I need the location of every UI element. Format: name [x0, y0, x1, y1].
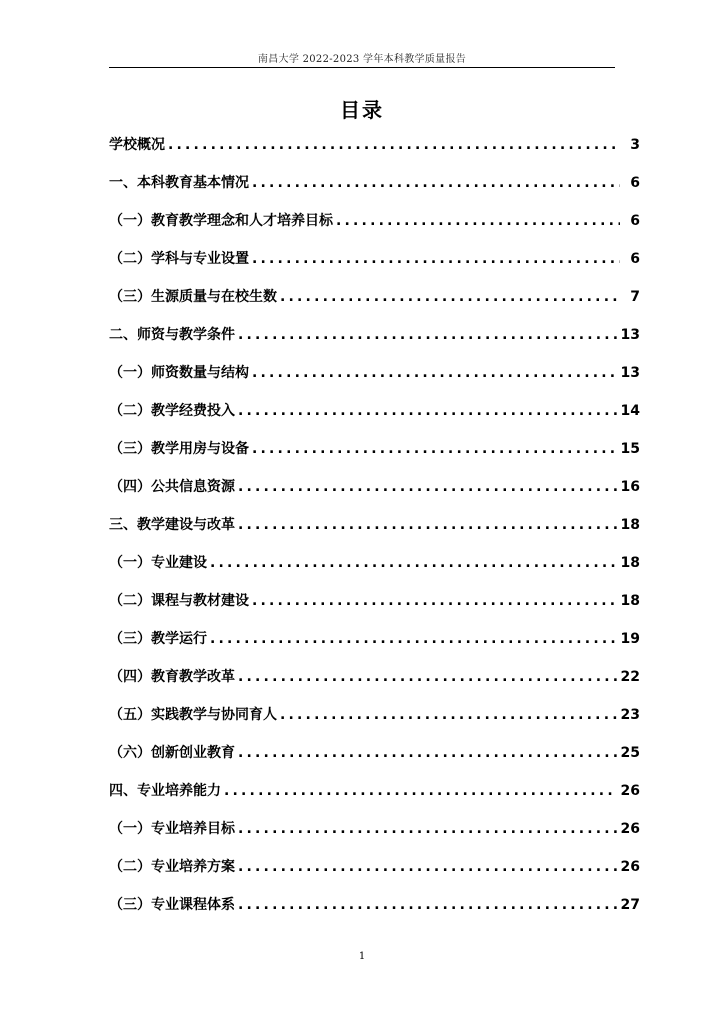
toc-entry-page-number: 16	[620, 479, 640, 495]
toc-title: 目录	[340, 98, 384, 122]
toc-dot-leader	[238, 512, 617, 538]
toc-dot-leader	[238, 398, 617, 424]
toc-entry-label: （四）教育教学改革	[109, 669, 235, 685]
toc-entry[interactable]	[109, 284, 640, 322]
toc-entry[interactable]	[109, 360, 640, 398]
toc-entry-page-number: 18	[620, 593, 640, 609]
toc-entry[interactable]	[109, 664, 640, 702]
toc-dot-leader	[252, 170, 620, 196]
toc-entry-page-number: 22	[620, 669, 640, 685]
toc-entry-label: （一）专业培养目标	[109, 821, 235, 837]
toc-entry-label: （一）师资数量与结构	[109, 365, 249, 381]
toc-entry-page-number: 15	[620, 441, 640, 457]
toc-entry[interactable]	[109, 322, 640, 360]
toc-entry[interactable]	[109, 170, 640, 208]
toc-entry-label: （二）教学经费投入	[109, 403, 235, 419]
toc-dot-leader	[336, 208, 620, 234]
toc-entry-label: （五）实践教学与协同育人	[109, 707, 277, 723]
page-number: 1	[358, 951, 366, 962]
toc-entry-page-number: 26	[620, 821, 640, 837]
running-header: 南昌大学 2022-2023 学年本科教学质量报告	[257, 54, 467, 65]
toc-entry-page-number: 6	[630, 251, 640, 267]
toc-dot-leader	[238, 816, 617, 842]
toc-entry-page-number: 13	[620, 327, 640, 343]
toc-entry-label: 二、师资与教学条件	[109, 327, 235, 343]
toc-entry[interactable]	[109, 550, 640, 588]
toc-entry[interactable]	[109, 778, 640, 816]
toc-dot-leader	[238, 474, 617, 500]
toc-dot-leader	[238, 664, 617, 690]
toc-entry-page-number: 18	[620, 517, 640, 533]
toc-dot-leader	[238, 740, 617, 766]
toc-dot-leader	[252, 360, 617, 386]
toc-dot-leader	[168, 132, 620, 158]
toc-dot-leader	[224, 778, 617, 804]
toc-entry-label: （二）课程与教材建设	[109, 593, 249, 609]
toc-entry[interactable]	[109, 626, 640, 664]
toc-entry-label: （二）学科与专业设置	[109, 251, 249, 267]
toc-entry-page-number: 3	[630, 137, 640, 153]
toc-entry-page-number: 26	[620, 859, 640, 875]
toc-entry[interactable]	[109, 474, 640, 512]
toc-entry-page-number: 27	[620, 897, 640, 913]
toc-entry[interactable]	[109, 246, 640, 284]
toc-entry-label: （一）教育教学理念和人才培养目标	[109, 213, 333, 229]
toc-dot-leader	[252, 246, 620, 272]
toc-entry[interactable]	[109, 436, 640, 474]
toc-entry[interactable]	[109, 398, 640, 436]
toc-dot-leader	[238, 854, 617, 880]
toc-entry[interactable]	[109, 702, 640, 740]
toc-dot-leader	[252, 588, 617, 614]
toc-entry-page-number: 19	[620, 631, 640, 647]
toc-entry-label: 一、本科教育基本情况	[109, 175, 249, 191]
toc-dot-leader	[280, 702, 617, 728]
toc-entry-label: （六）创新创业教育	[109, 745, 235, 761]
toc-entry-page-number: 6	[630, 175, 640, 191]
toc-entry-page-number: 25	[620, 745, 640, 761]
toc-entry-page-number: 18	[620, 555, 640, 571]
toc-dot-leader	[280, 284, 620, 310]
toc-dot-leader	[210, 550, 617, 576]
toc-entry-label: 四、专业培养能力	[109, 783, 221, 799]
toc-entry-label: 三、教学建设与改革	[109, 517, 235, 533]
toc-entry-label: （三）教学用房与设备	[109, 441, 249, 457]
header-divider	[109, 67, 615, 68]
toc-entry[interactable]	[109, 892, 640, 930]
toc-dot-leader	[238, 892, 617, 918]
toc-entry-page-number: 6	[630, 213, 640, 229]
toc-entry-label: 学校概况	[109, 137, 165, 153]
toc-entry-page-number: 13	[620, 365, 640, 381]
toc-dot-leader	[210, 626, 617, 652]
toc-entry-page-number: 26	[620, 783, 640, 799]
toc-entry[interactable]	[109, 854, 640, 892]
toc-entry[interactable]	[109, 512, 640, 550]
toc-dot-leader	[252, 436, 617, 462]
toc-dot-leader	[238, 322, 617, 348]
toc-entry[interactable]	[109, 132, 640, 170]
toc-entry-label: （二）专业培养方案	[109, 859, 235, 875]
toc-entry-label: （四）公共信息资源	[109, 479, 235, 495]
toc-entry[interactable]	[109, 588, 640, 626]
toc-entry[interactable]	[109, 816, 640, 854]
toc-entry-label: （一）专业建设	[109, 555, 207, 571]
toc-entry-page-number: 7	[630, 289, 640, 305]
toc-entry-label: （三）专业课程体系	[109, 897, 235, 913]
toc-entry[interactable]	[109, 208, 640, 246]
toc-entry[interactable]	[109, 740, 640, 778]
toc-entry-page-number: 23	[620, 707, 640, 723]
toc-entry-page-number: 14	[620, 403, 640, 419]
toc-entry-label: （三）生源质量与在校生数	[109, 289, 277, 305]
table-of-contents	[109, 132, 640, 930]
toc-entry-label: （三）教学运行	[109, 631, 207, 647]
